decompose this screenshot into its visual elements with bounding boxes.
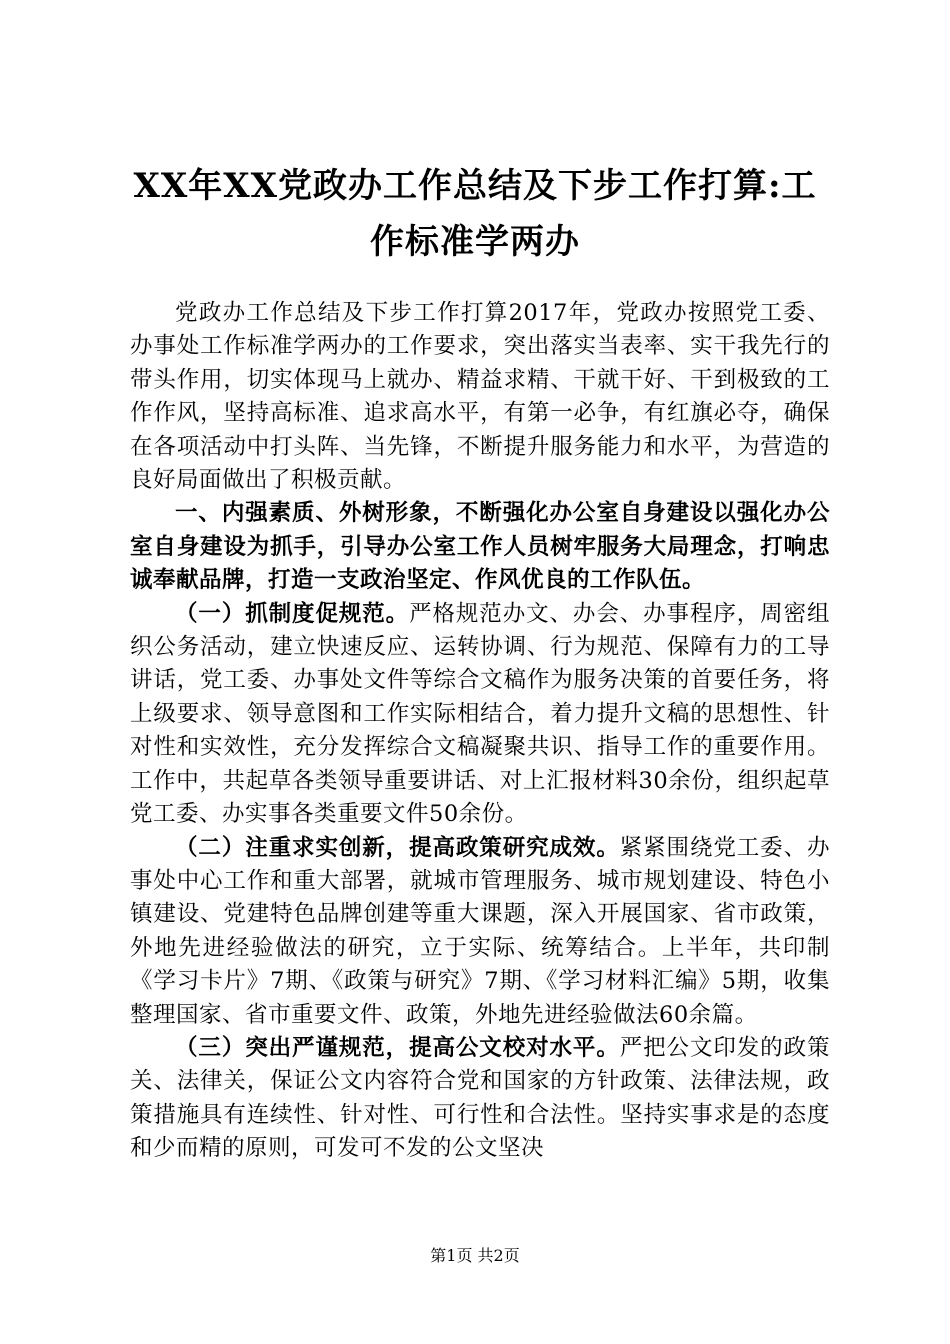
subsection-heading: （三）突出严谨规范，提高公文校对水平。 bbox=[175, 1034, 620, 1061]
paragraph-text: 党政办工作总结及下步工作打算2017年，党政办按照党工委、办事处工作标准学两办的工作要求，突出落实当表率、实干我先行的带头作用，切实体现马上就办、精益求精、干就干好、干到极致的工作作风，坚持高标准、追求高水平，有第一必争，有红旗必夺，确保在各项活动中打头阵、当先锋，不断提升服务能力和水平，为营造的良好局面做出了积极贡献。 bbox=[130, 300, 830, 494]
paragraph-intro bbox=[130, 297, 830, 497]
page-total: 共2页 bbox=[477, 1246, 520, 1265]
paragraph-text: 紧紧围绕党工委、办事处中心工作和重大部署，就城市管理服务、城市规划建设、特色小镇建设、党建特色品牌创建等重大课题，深入开展国家、省市政策，外地先进经验做法的研究，立于实际、统筹结合。上半年，共印制《学习卡片》7期、《政策与研究》7期、《学习材料汇编》5期，收集整理国家、省市重要文件、政策，外地先进经验做法60余篇。 bbox=[130, 834, 830, 1028]
paragraph-subsection-2 bbox=[130, 832, 830, 1032]
subsection-heading: （二）注重求实创新，提高政策研究成效。 bbox=[175, 834, 620, 861]
paragraph-subsection-1 bbox=[130, 598, 830, 832]
subsection-heading: （一）抓制度促规范。 bbox=[175, 600, 410, 627]
paragraph-subsection-3 bbox=[130, 1032, 830, 1166]
document-body bbox=[130, 297, 830, 1166]
section-heading-1 bbox=[130, 497, 830, 597]
document-title: XX年XX党政办工作总结及下步工作打算:工作标准学两办 bbox=[133, 166, 817, 262]
page-footer bbox=[0, 1246, 950, 1266]
paragraph-text: 严格规范办文、办会、办事程序，周密组织公务活动，建立快速反应、运转协调、行为规范、保障有力的工导讲话，党工委、办事处文件等综合文稿作为服务决策的首要任务，将上级要求、领导意图和工作实际相结合，着力提升文稿的思想性、针对性和实效性，充分发挥综合文稿凝聚共识、指导工作的重要作用。工作中，共起草各类领导重要讲话、对上汇报材料30余份，组织起草党工委、办实事各类重要文件50余份。 bbox=[130, 600, 830, 828]
page-number: 第1页 bbox=[430, 1246, 473, 1265]
paragraph-text: 严把公文印发的政策关、法律关，保证公文内容符合党和国家的方针政策、法律法规，政策措施具有连续性、针对性、可行性和合法性。坚持实事求是的态度和少而精的原则，可发可不发的公文坚决 bbox=[130, 1034, 830, 1162]
section-heading-text: 一、内强素质、外树形象，不断强化办公室自身建设以强化办公室自身建设为抓手，引导办公室工作人员树牢服务大局理念，打响忠诚奉献品牌，打造一支政治坚定、作风优良的工作队伍。 bbox=[130, 500, 830, 594]
